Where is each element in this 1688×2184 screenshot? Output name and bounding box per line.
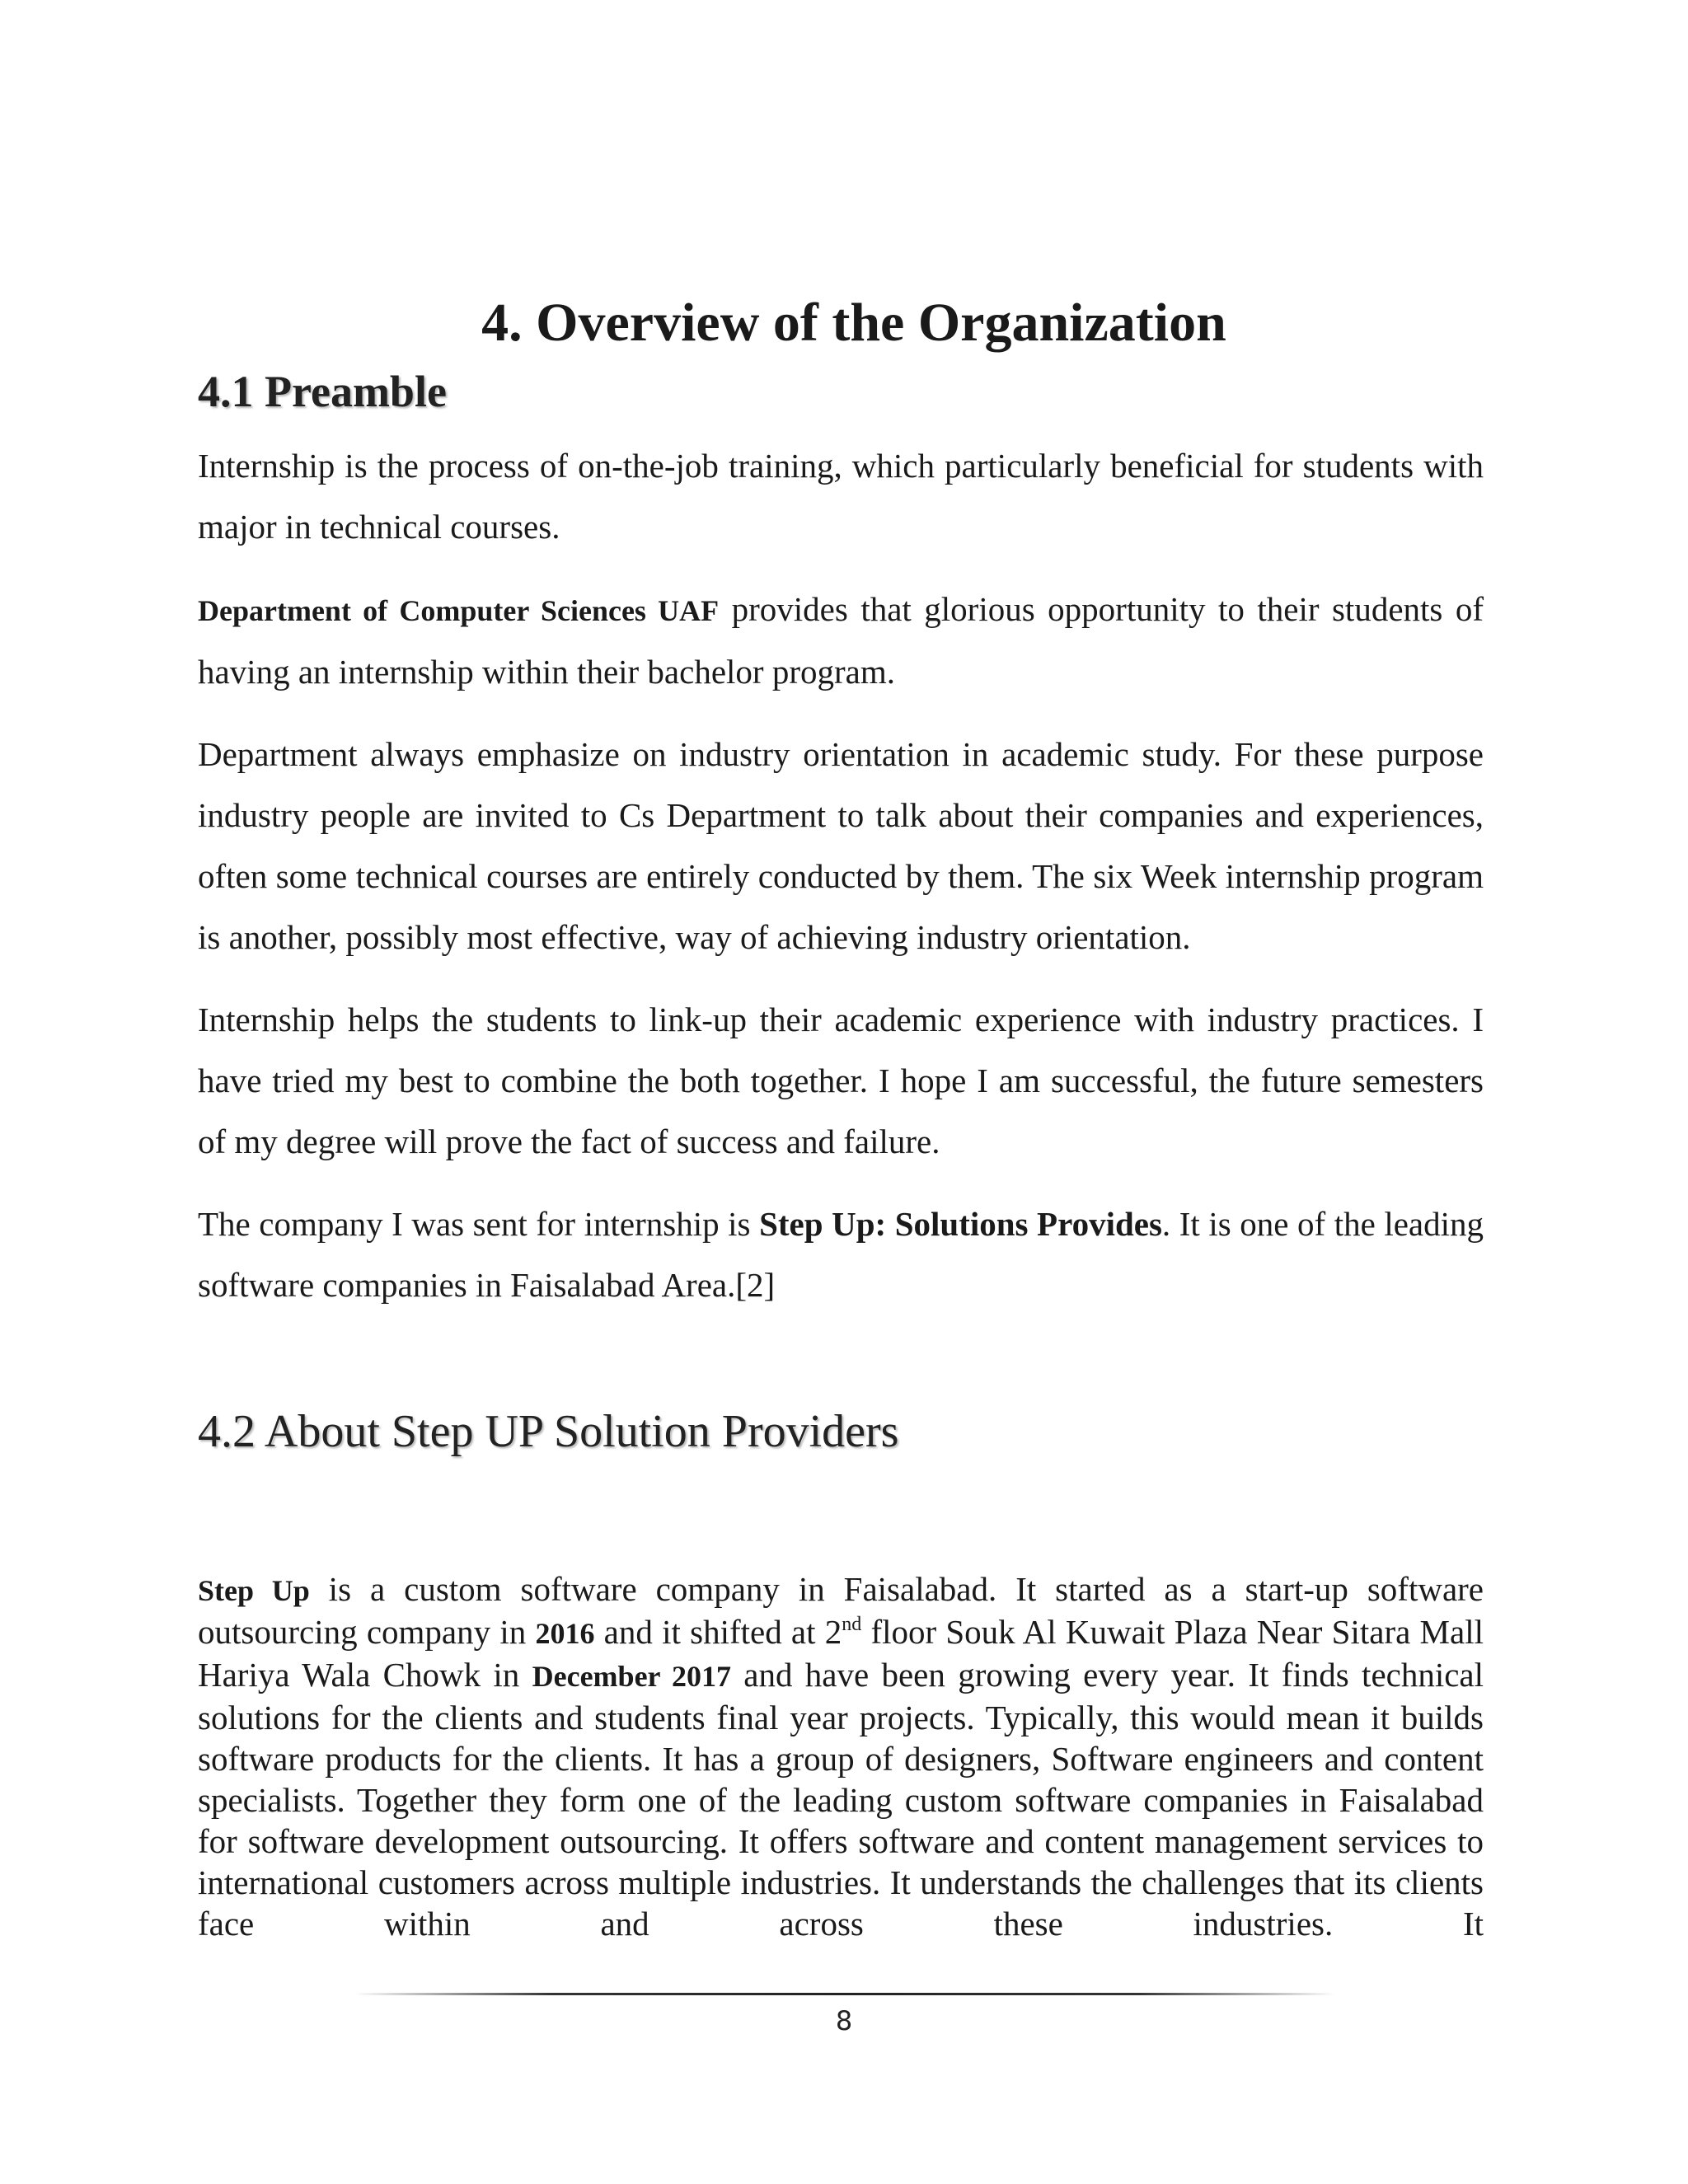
company-name: Step Up: Solutions Provides: [759, 1205, 1162, 1243]
preamble-paragraph-2-text: provides that glorious opportunity to their students of having an internship within their bachelor program.: [198, 590, 1484, 691]
shift-date: December 2017: [532, 1660, 731, 1693]
ordinal-suffix: nd: [842, 1614, 862, 1635]
section-heading-about: 4.2 About Step UP Solution Providers: [198, 1406, 899, 1457]
preamble-paragraph-2: [198, 579, 1484, 702]
section-heading-preamble: 4.1 Preamble: [198, 367, 447, 416]
preamble-paragraph-5: [198, 1193, 1484, 1315]
about-text-4: and have been growing every year. It finds technical solutions for the clients and students final year projects. Typically, this would mean it builds software products for the clients. It has a group of designers, Software engineers and content specialists. Together they form one of the leading custom software companies in Faisalabad for software development outsourcing. It offers software and content management services to international customers across multiple industries. It understands the challenges that its clients face within and across these industries. It: [198, 1656, 1484, 1943]
about-text-1: is a custom software company in Faisalabad. It started as a start-up software outsourcing company in: [198, 1570, 1484, 1651]
preamble-body: [198, 435, 1484, 1337]
department-name: Department of Computer Sciences UAF: [198, 594, 720, 627]
about-text-2: and it shifted at 2: [594, 1613, 842, 1651]
preamble-paragraph-3: Department always emphasize on industry orientation in academic study. For these purpose industry people are invited to Cs Department to talk about their companies and experiences, often some technical courses are entirely conducted by them. The six Week internship program is another, possibly most effective, way of achieving industry orientation.: [198, 735, 1484, 956]
page-number: 8: [835, 2005, 853, 2036]
preamble-paragraph-5-start: The company I was sent for internship is: [198, 1205, 760, 1243]
footer-divider: [354, 1993, 1335, 1995]
preamble-paragraph-1: Internship is the process of on-the-job training, which particularly beneficial for students with major in technical courses.: [198, 447, 1484, 546]
founding-year: 2016: [535, 1617, 595, 1650]
about-paragraph: [198, 1568, 1484, 1944]
preamble-paragraph-5-end: . It is one of the leading software companies in Faisalabad Area.[2]: [198, 1205, 1484, 1304]
chapter-title: 4. Overview of the Organization: [481, 293, 1226, 353]
company-short-name: Step Up: [198, 1574, 310, 1607]
about-text-3: floor Souk Al Kuwait Plaza Near Sitara Mall Hariya Wala Chowk in: [198, 1613, 1484, 1694]
preamble-paragraph-4: Internship helps the students to link-up their academic experience with industry practices. I have tried my best to combine the both together. I hope I am successful, the future semesters of my degree will prove the fact of success and failure.: [198, 1001, 1484, 1160]
